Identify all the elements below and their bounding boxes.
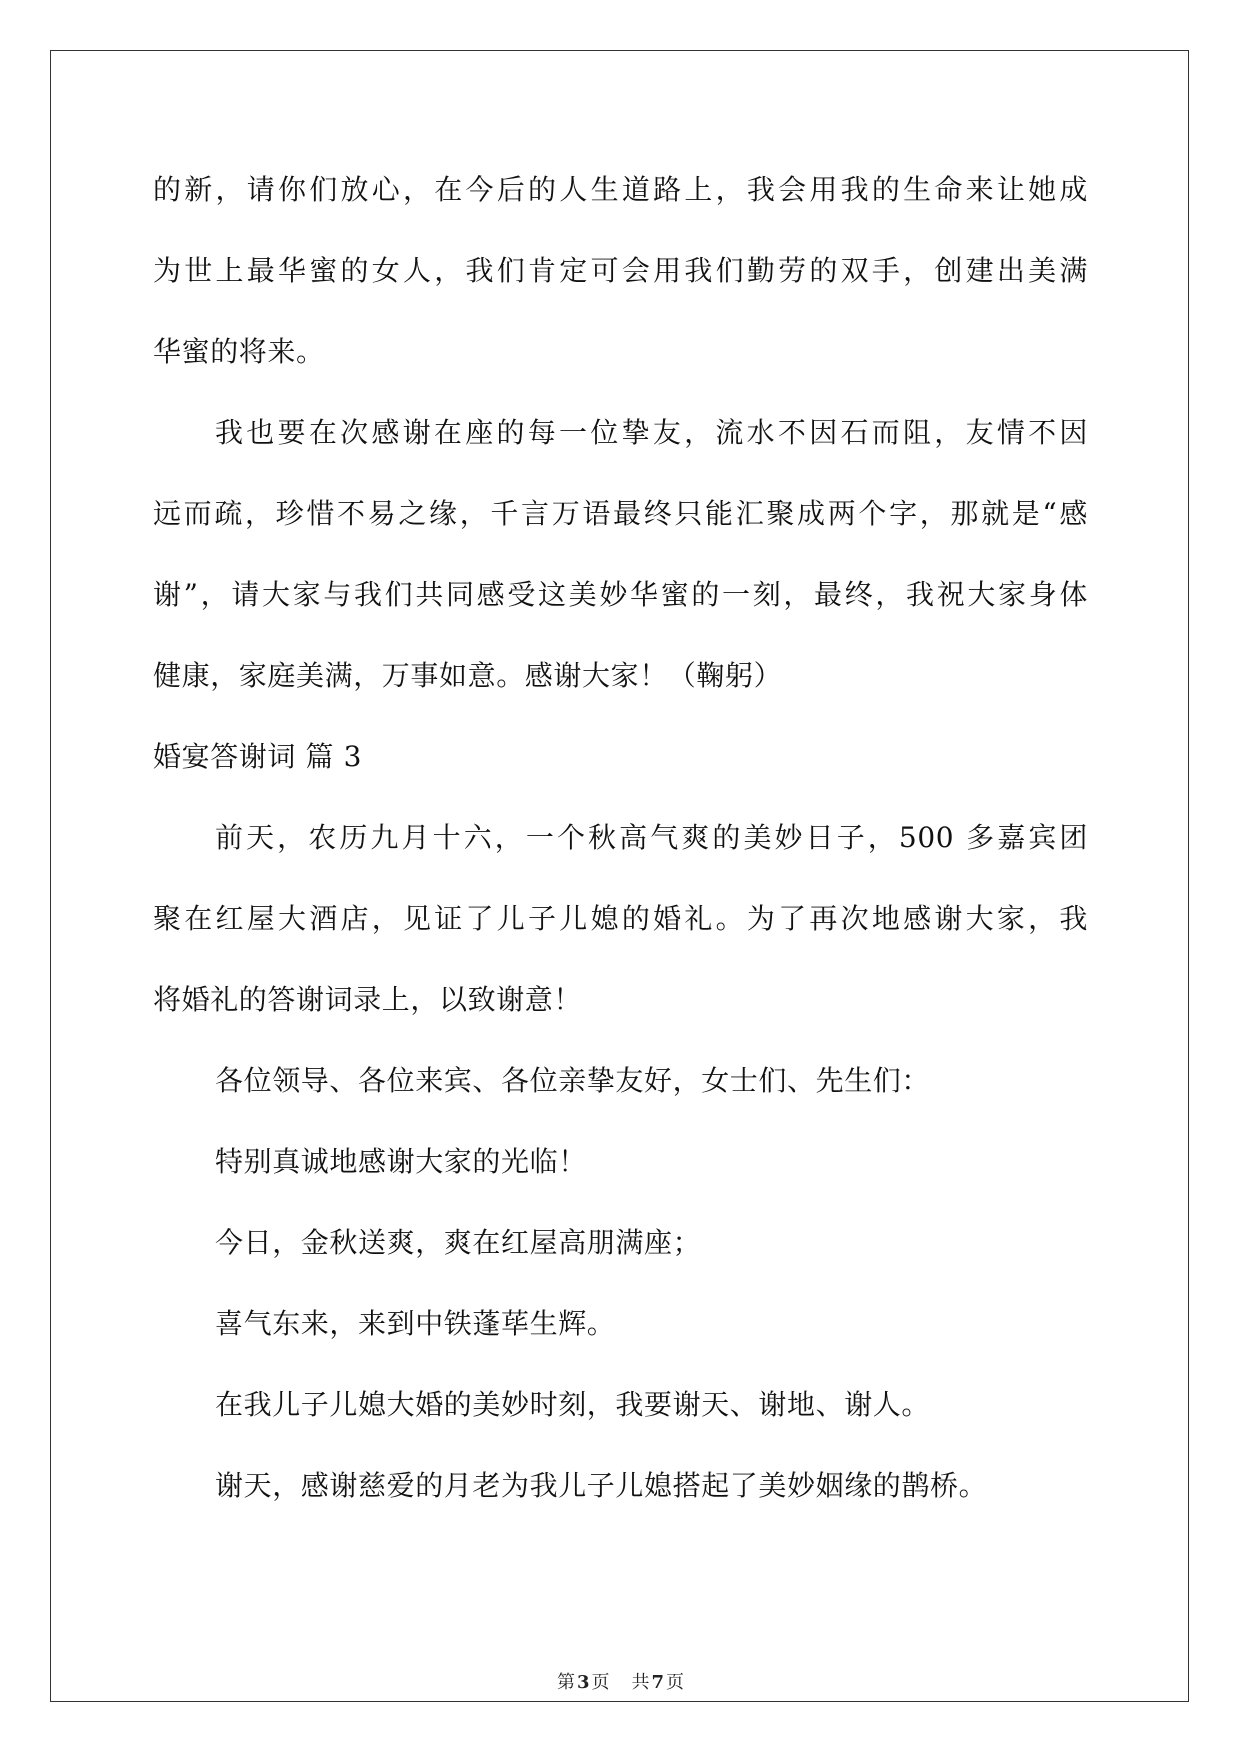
section-heading: 婚宴答谢词 篇 3 (153, 740, 363, 773)
total-suffix: 页 (666, 1672, 685, 1693)
text-line: 华蜜的将来。 (153, 335, 325, 368)
text-line: 谢天，感谢慈爱的月老为我儿子儿媳搭起了美妙姻缘的鹊桥。 (215, 1469, 988, 1502)
text-line: 今日，金秋送爽，爽在红屋高朋满座； (215, 1226, 702, 1259)
text-line: 我也要在次感谢在座的每一位挚友，流水不因石而阻，友情不因 (215, 416, 1088, 449)
document-body (153, 165, 1088, 1542)
text-line: 聚在红屋大酒店，见证了儿子儿媳的婚礼。为了再次地感谢大家，我 (153, 902, 1088, 935)
text-line: 远而疏，珍惜不易之缘，千言万语最终只能汇聚成两个字，那就是“感 (153, 497, 1088, 530)
page-footer (0, 1671, 1241, 1695)
text-line: 在我儿子儿媳大婚的美妙时刻，我要谢天、谢地、谢人。 (215, 1388, 931, 1421)
text-line: 健康，家庭美满，万事如意。感谢大家！（鞠躬） (153, 659, 783, 692)
text-line: 各位领导、各位来宾、各位亲挚友好，女士们、先生们： (215, 1064, 931, 1097)
text-line: 将婚礼的答谢词录上，以致谢意！ (153, 983, 583, 1016)
page-prefix: 第 (556, 1672, 575, 1693)
text-line: 特别真诚地感谢大家的光临！ (215, 1145, 587, 1178)
text-line: 喜气东来，来到中铁蓬荜生辉。 (215, 1307, 616, 1340)
page-current: 3 (576, 1672, 590, 1693)
page-suffix: 页 (591, 1672, 610, 1693)
page-total: 7 (651, 1672, 665, 1693)
text-line: 为世上最华蜜的女人，我们肯定可会用我们勤劳的双手，创建出美满 (153, 254, 1088, 287)
text-line: 前天，农历九月十六，一个秋高气爽的美妙日子，500 多嘉宾团 (215, 821, 1088, 854)
text-line: 谢”，请大家与我们共同感受这美妙华蜜的一刻，最终，我祝大家身体 (153, 578, 1088, 611)
total-prefix: 共 (631, 1672, 650, 1693)
text-line: 的新，请你们放心，在今后的人生道路上，我会用我的生命来让她成 (153, 173, 1088, 206)
